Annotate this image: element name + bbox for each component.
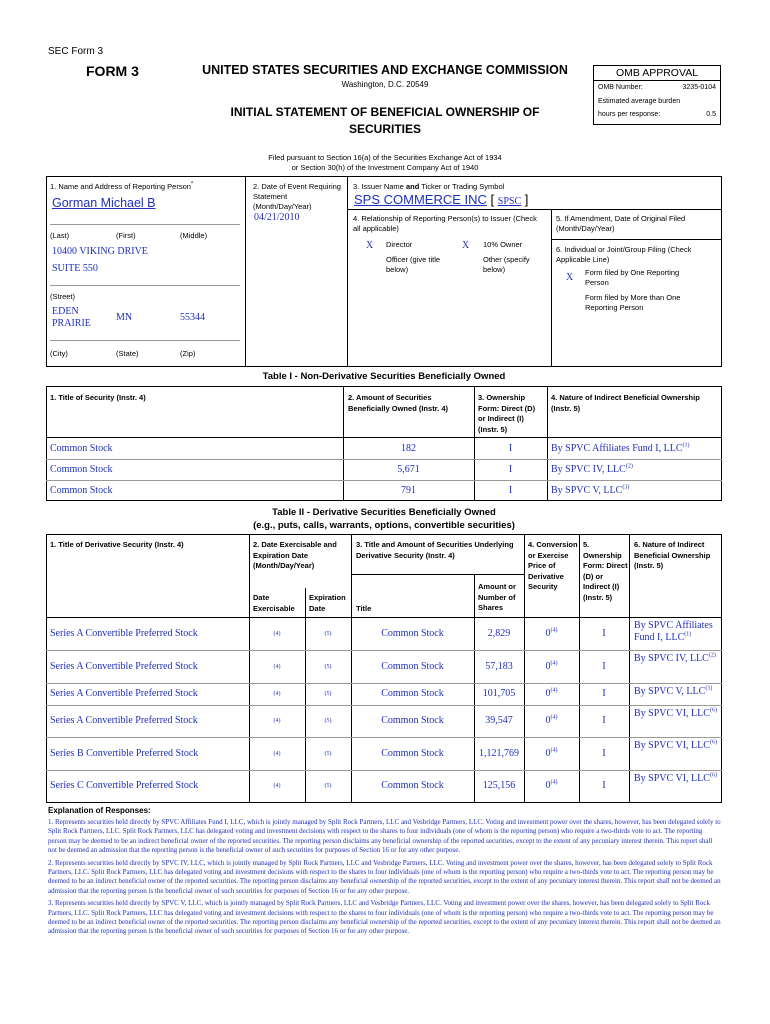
omb-hours-label: hours per response: xyxy=(598,111,661,118)
t2-expiration-ref: (5) xyxy=(324,718,332,724)
box3-label: 3. Issuer Name and Ticker or Trading Symbol xyxy=(353,182,505,191)
footnote-ref: (4) xyxy=(550,627,558,634)
t1-nature: By SPVC V, LLC$^{(3)}$ xyxy=(551,484,630,496)
t2-underlying-title: Common Stock xyxy=(381,627,444,639)
one-person-label: Form filed by One Reporting Person xyxy=(585,268,680,287)
t2-ownership-form: I xyxy=(602,747,606,759)
footnote-ref: (3) xyxy=(622,484,630,491)
t1-security-title: Common Stock xyxy=(50,464,113,475)
footnote-ref: (1) xyxy=(684,631,692,638)
t2-expiration-ref: (5) xyxy=(324,663,332,670)
t2-date-exercisable-ref: (4) xyxy=(273,630,281,637)
footnote-ref: (2) xyxy=(625,463,633,470)
t2-derivative-title: Series B Convertible Preferred Stock xyxy=(50,747,199,759)
t2-col3-header: 3. Title and Amount of Securities Underlying Derivative Security (Instr. 4) xyxy=(356,540,514,560)
middle-label: (Middle) xyxy=(180,231,208,240)
t2-underlying-amount: 1,121,769 xyxy=(479,747,519,759)
t2-underlying-title: Common Stock xyxy=(381,780,444,791)
t2-col1-header: 1. Title of Derivative Security (Instr. 4) xyxy=(50,540,184,549)
explanation-note-3: 3. Represents securities held directly by SPVC V, LLC, which is jointly managed by Split Rock Partners, LLC and Vesbridge Partners, LLC. Voting and investment power over the shares, however, has been delegated solely to Split Rock Partners, LLC. Split Rock Partners, LLC has delegated voting and investment decisions with respect to the shares to four individuals (one of whom is the reporting person) who require a two-thirds vote to act. The reporting person may be deemed to be an indirect beneficial owner of the reported securities. The reporting person disclaims any beneficial ownership of the reported securities, except to the extent of any pecuniary interest therein. This report shall not be deemed an admission that the reporting person is the beneficial owner of such securities for purposes of Section 16 or for any other purpose. xyxy=(48,899,721,936)
filed-line-2: or Section 30(h) of the Investment Company Act of 1940 xyxy=(291,163,479,172)
reporting-person-name[interactable]: Gorman Michael B xyxy=(52,196,156,210)
sec-form-label: SEC Form 3 xyxy=(48,46,104,57)
zip-value: 55344 xyxy=(180,312,205,323)
explanation-title: Explanation of Responses: xyxy=(48,806,151,815)
t2-conversion-price: 0$^{(4)}$ xyxy=(545,779,558,791)
t2-nature: By SPVC Affiliates Fund I, LLC$^{(1)}$ xyxy=(634,620,713,643)
filed-line-1: Filed pursuant to Section 16(a) of the Securities Exchange Act of 1934 xyxy=(268,153,502,162)
t1-col2-header: 2. Amount of Securities Beneficially Owned (Instr. 4) xyxy=(348,393,449,413)
zip-label: (Zip) xyxy=(180,349,196,358)
street-line-2: SUITE 550 xyxy=(52,263,98,274)
ten-percent-check[interactable]: X xyxy=(462,240,470,251)
t2-derivative-title: Series A Convertible Preferred Stock xyxy=(50,660,198,672)
omb-hours: 0.5 xyxy=(706,111,716,118)
footnote-ref: (4) xyxy=(550,747,558,754)
t1-ownership-form: I xyxy=(508,443,513,454)
t1-nature: By SPVC IV, LLC$^{(2)}$ xyxy=(551,463,633,475)
t2-expiration-ref: (5) xyxy=(324,750,332,757)
t2-ownership-form: I xyxy=(602,627,606,639)
t2-date-exercisable-ref: (4) xyxy=(273,663,281,670)
first-label: (First) xyxy=(116,231,136,240)
t2-conversion-price: 0$^{(4)}$ xyxy=(545,627,558,639)
statement-title: INITIAL STATEMENT OF BENEFICIAL OWNERSHIP OF SECURITIES xyxy=(230,105,540,136)
ten-percent-label: 10% Owner xyxy=(483,240,523,249)
explanation-note-1: 1. Represents securities held directly by SPVC Affiliates Fund I, LLC, which is jointly managed by Split Rock Partners, LLC and Vesbridge Partners, LLC. Voting and investment power over the shares, however, has been delegated solely to Split Rock Partners, LLC. Split Rock Partners, LLC has delegated voting and investment decisions with respect to the shares to four individuals (one of whom is the reporting person) who require a two-thirds vote to act. The reporting person may be deemed to be an indirect beneficial owner of the reported securities. The reporting person disclaims any beneficial ownership of the reported securities, except to the extent of any pecuniary interest therein. This report shall not be deemed an admission that the reporting person is the beneficial owner of such securities for purposes of Section 16 or for any other purpose. xyxy=(48,818,721,855)
t2-underlying-title: Common Stock xyxy=(381,747,444,759)
commission-title: UNITED STATES SECURITIES AND EXCHANGE COMMISSION xyxy=(202,63,568,77)
t2-col2-header: 2. Date Exercisable and Expiration Date (Month/Day/Year) xyxy=(253,540,337,570)
t2-ownership-form: I xyxy=(602,715,606,726)
officer-label: Officer (give title below) xyxy=(386,255,441,274)
city-label: (City) xyxy=(50,349,68,358)
footnote-ref: (4) xyxy=(550,779,558,786)
state-label: (State) xyxy=(116,349,139,358)
other-label: Other (specify below) xyxy=(483,255,530,274)
t2-date-exercisable-ref: (4) xyxy=(273,783,281,789)
footnote-ref: (6) xyxy=(709,739,717,746)
omb-approval-box xyxy=(593,65,721,125)
t2-col3b-header: Amount or Number of Shares xyxy=(478,582,516,612)
footnote-ref: (4) xyxy=(550,714,558,721)
footnote-ref: (2) xyxy=(708,652,716,659)
t2-underlying-title: Common Stock xyxy=(381,660,444,672)
t2-derivative-title: Series A Convertible Preferred Stock xyxy=(50,688,198,699)
t2-ownership-form: I xyxy=(602,688,606,699)
t2-nature: By SPVC VI, LLC$^{(6)}$ xyxy=(634,707,717,719)
box5-label: 5. If Amendment, Date of Original Filed (Month/Day/Year) xyxy=(556,214,686,233)
t2-underlying-title: Common Stock xyxy=(381,688,444,699)
box2-label: 2. Date of Event Requiring Statement (Month/Day/Year) xyxy=(253,182,341,211)
t1-col3-header: 3. Ownership Form: Direct (D) or Indirect (I) (Instr. 5) xyxy=(478,393,536,434)
footnote-ref: (1) xyxy=(682,442,690,449)
t1-ownership-form: I xyxy=(508,464,513,475)
t2-ownership-form: I xyxy=(602,660,606,672)
t2-col2a-header: Date Exercisable xyxy=(253,593,295,613)
footnote-ref: (6) xyxy=(709,772,717,779)
explanation-note-2: 2. Represents securities held directly by SPVC IV, LLC, which is jointly managed by Split Rock Partners, LLC and Vesbridge Partners, LLC. Voting and investment power over the shares, however, has been delegated solely to Split Rock Partners, LLC. Split Rock Partners, LLC has delegated voting and investment decisions with respect to the shares to four individuals (one of whom is the reporting person) who require a two-thirds vote to act. The reporting person may be deemed to be an indirect beneficial owner of the reported securities. The reporting person disclaims any beneficial ownership of the reported securities, except to the extent of any pecuniary interest therein. This report shall not be deemed an admission that the reporting person is the beneficial owner of such securities for purposes of Section 16 or for any other purpose. xyxy=(48,858,721,895)
more-person-label: Form filed by More than One Reporting Person xyxy=(585,293,681,312)
footnote-ref: (3) xyxy=(705,685,713,692)
footnote-ref: (4) xyxy=(550,687,558,694)
omb-title: OMB APPROVAL xyxy=(594,66,720,81)
issuer-name[interactable]: SPS COMMERCE INC xyxy=(354,192,487,207)
table2-title-2: (e.g., puts, calls, warrants, options, convertible securities) xyxy=(253,520,515,531)
form-title: FORM 3 xyxy=(86,63,139,79)
explanation-notes xyxy=(48,818,722,937)
city-value: EDEN PRAIRIE xyxy=(52,306,91,329)
t1-col4-header: 4. Nature of Indirect Beneficial Ownership (Instr. 5) xyxy=(551,393,700,413)
t2-derivative-title: Series A Convertible Preferred Stock xyxy=(50,627,198,639)
event-date: 04/21/2010 xyxy=(254,212,300,223)
one-person-check[interactable]: X xyxy=(566,272,574,283)
t2-nature: By SPVC IV, LLC$^{(2)}$ xyxy=(634,652,716,664)
box4-label: 4. Relationship of Reporting Person(s) to Issuer (Check all applicable) xyxy=(353,214,537,233)
t1-nature: By SPVC Affiliates Fund I, LLC$^{(1)}$ xyxy=(551,442,690,454)
t2-date-exercisable-ref: (4) xyxy=(273,718,281,724)
box1-label: 1. Name and Address of Reporting Person* xyxy=(50,181,194,191)
box6-label: 6. Individual or Joint/Group Filing (Check Applicable Line) xyxy=(556,245,692,264)
t2-underlying-amount: 101,705 xyxy=(482,688,516,699)
t2-col6-header: 6. Nature of Indirect Beneficial Ownership (Instr. 5) xyxy=(634,540,711,570)
t2-expiration-ref: (5) xyxy=(324,783,332,789)
director-check[interactable]: X xyxy=(366,240,374,251)
last-label: (Last) xyxy=(50,231,70,240)
state-value: MN xyxy=(116,312,133,323)
t2-col3a-header: Title xyxy=(356,604,372,613)
t2-expiration-ref: (5) xyxy=(324,691,332,697)
omb-number: 3235-0104 xyxy=(682,84,716,91)
t2-ownership-form: I xyxy=(602,780,606,791)
t2-nature: By SPVC VI, LLC$^{(6)}$ xyxy=(634,739,717,751)
t1-amount: 791 xyxy=(401,485,416,496)
t2-underlying-title: Common Stock xyxy=(381,715,444,726)
table1-title: Table I - Non-Derivative Securities Beneficially Owned xyxy=(262,371,506,382)
t2-expiration-ref: (5) xyxy=(324,630,332,637)
t2-conversion-price: 0$^{(4)}$ xyxy=(545,747,558,759)
t2-underlying-amount: 57,183 xyxy=(485,660,513,672)
t1-col1-header: 1. Title of Security (Instr. 4) xyxy=(50,393,146,402)
t2-conversion-price: 0$^{(4)}$ xyxy=(545,660,558,672)
table2-title xyxy=(46,506,722,532)
footnote-ref: (6) xyxy=(709,707,717,714)
t2-underlying-amount: 2,829 xyxy=(487,627,511,639)
t2-nature: By SPVC VI, LLC$^{(6)}$ xyxy=(634,772,717,784)
t2-col2b-header: Expiration Date xyxy=(309,593,346,613)
t2-nature: By SPVC V, LLC$^{(3)}$ xyxy=(634,685,713,697)
t2-underlying-amount: 125,156 xyxy=(482,780,516,791)
omb-burden-label: Estimated average burden xyxy=(598,98,681,105)
director-label: Director xyxy=(386,240,413,249)
t1-security-title: Common Stock xyxy=(50,443,113,454)
t1-amount: 182 xyxy=(401,443,416,454)
issuer-ticker[interactable]: SPSC xyxy=(497,196,522,207)
street-line-1: 10400 VIKING DRIVE xyxy=(52,246,148,257)
t2-derivative-title: Series A Convertible Preferred Stock xyxy=(50,715,198,726)
commission-location: Washington, D.C. 20549 xyxy=(341,80,429,89)
omb-number-label: OMB Number: xyxy=(598,84,643,91)
t1-security-title: Common Stock xyxy=(50,485,113,496)
filed-pursuant-text xyxy=(180,153,590,173)
t2-derivative-title: Series C Convertible Preferred Stock xyxy=(50,780,199,791)
street-label: (Street) xyxy=(50,292,76,301)
t2-conversion-price: 0$^{(4)}$ xyxy=(545,714,558,726)
t2-date-exercisable-ref: (4) xyxy=(273,750,281,757)
t2-col5-header: 5. Ownership Form: Direct (D) or Indirect (I) (Instr. 5) xyxy=(583,540,628,602)
t2-underlying-amount: 39,547 xyxy=(485,715,513,726)
table2-title-1: Table II - Derivative Securities Beneficially Owned xyxy=(272,507,496,518)
issuer-line: SPS COMMERCE INC [ SPSC ] xyxy=(354,192,529,207)
t1-amount: 5,671 xyxy=(397,464,420,475)
t2-col4-header: 4. Conversion or Exercise Price of Derivative Security xyxy=(528,540,578,591)
t2-date-exercisable-ref: (4) xyxy=(273,691,281,697)
t1-ownership-form: I xyxy=(508,485,513,496)
footnote-ref: (4) xyxy=(550,660,558,667)
t2-conversion-price: 0$^{(4)}$ xyxy=(545,687,558,699)
